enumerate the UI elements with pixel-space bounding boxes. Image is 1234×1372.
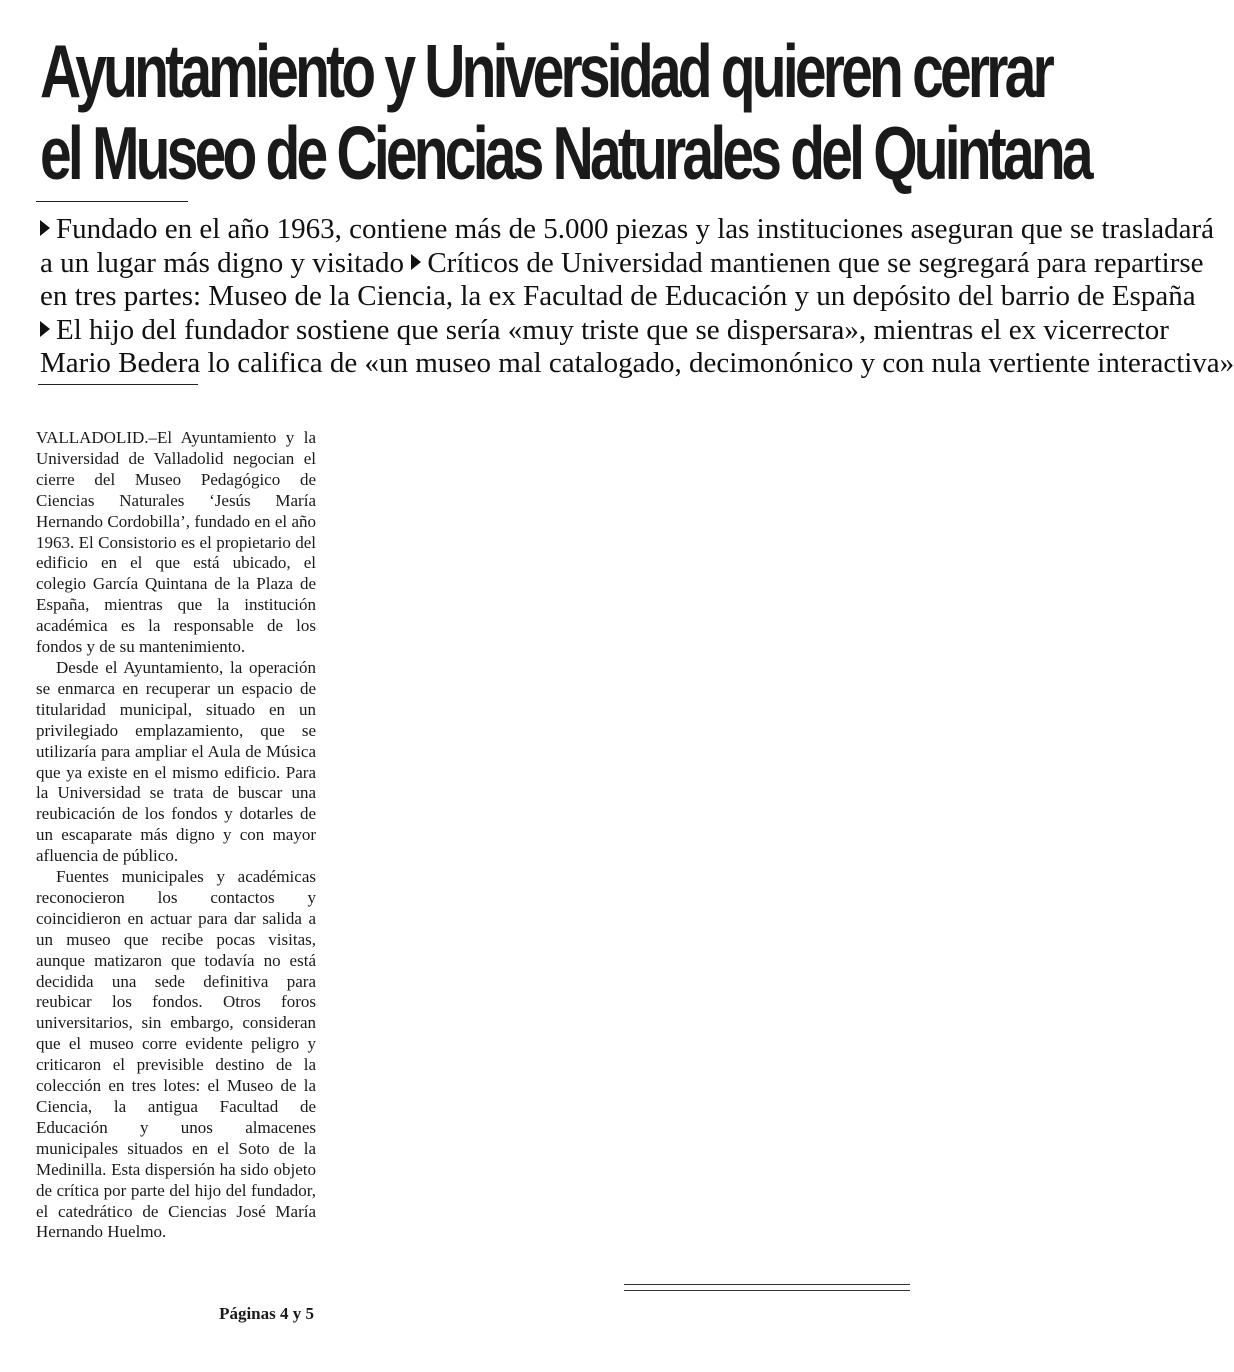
headline-line-2: el Museo de Ciencias Naturales del Quintana bbox=[40, 111, 1090, 195]
subhead-line-5: Mario Bedera lo califica de «un museo mal catalogado, decimonónico y con nula vertiente interactiva» bbox=[40, 347, 1234, 379]
headline-line-1: Ayuntamiento y Universidad quieren cerrar bbox=[40, 29, 1051, 113]
subhead-line-4: El hijo del fundador sostiene que sería «muy triste que se dispersara», mientras el ex vicerrector bbox=[40, 314, 1222, 348]
subhead bbox=[40, 213, 1234, 381]
subhead-line-3: en tres partes: Museo de la Ciencia, la ex Facultad de Educación y un depósito del barrio de España bbox=[40, 280, 1196, 312]
triangle-bullet-icon bbox=[40, 321, 50, 337]
article-paragraph: VALLADOLID.–El Ayuntamiento y la Universidad de Valladolid negocian el cierre del Museo Pedagógico de Ciencias Naturales ‘Jesús María Hernando Cordobilla’, fundado en el año 1963. El Consistorio es el propietario del edificio en el que está ubicado, el colegio García Quintana de la Plaza de España, mientras que la institución académica es la responsable de los fondos y de su mantenimiento. bbox=[36, 428, 316, 657]
article-body bbox=[36, 428, 316, 1243]
headline bbox=[40, 29, 1090, 200]
subhead-rule bbox=[38, 384, 198, 385]
subhead-line-2: a un lugar más digno y visitado Críticos de Universidad mantienen que se segregará para repartirse bbox=[40, 246, 1204, 279]
article-paragraph: Fuentes municipales y académicas reconocieron los contactos y coincidieron en actuar para dar salida a un museo que recibe pocas visitas, aunque matizaron que todavía no está decidida una sede definitiva para reubicar los fondos. Otros foros universitarios, sin embargo, consideran que el museo corre evidente peligro y criticaron el previsible destino de la colección en tres lotes: el Museo de la Ciencia, la antigua Facultad de Educación y unos almacenes municipales situados en el Soto de la Medinilla. Esta dispersión ha sido objeto de crítica por parte del hijo del fundador, el catedrático de Ciencias José María Hernando Huelmo. bbox=[36, 867, 316, 1242]
article-paragraph: Desde el Ayuntamiento, la operación se enmarca en recuperar un espacio de titularidad municipal, situado en un privilegiado emplazamiento, que se utilizaría para ampliar el Aula de Música que ya existe en el mismo edificio. Para la Universidad se trata de buscar una reubicación de los fondos y dotarles de un escaparate más digno y con mayor afluencia de público. bbox=[36, 657, 316, 866]
subhead-line-1: Fundado en el año 1963, contiene más de 5.000 piezas y las instituciones aseguran que se trasladará bbox=[40, 213, 1222, 247]
pages-reference: Páginas 4 y 5 bbox=[219, 1304, 314, 1323]
triangle-bullet-icon bbox=[411, 254, 421, 270]
headline-rule bbox=[36, 201, 188, 202]
triangle-bullet-icon bbox=[40, 220, 50, 236]
double-rule bbox=[624, 1284, 910, 1291]
